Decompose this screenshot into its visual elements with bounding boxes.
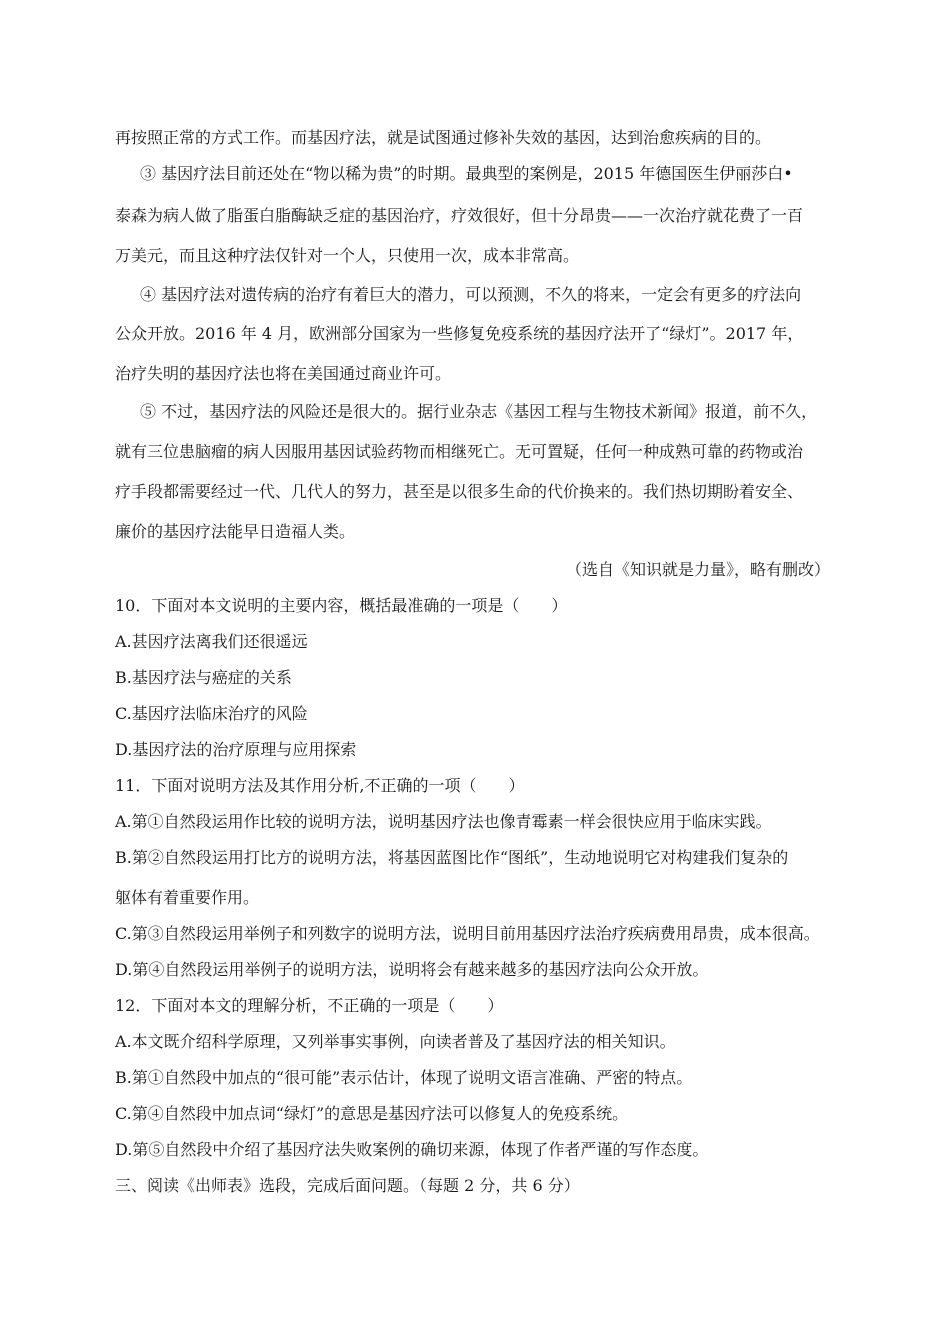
section-3-heading: 三、阅读《出师表》选段，完成后面问题。（每题 2 分，共 6 分）: [115, 1176, 580, 1195]
question-10-option-d: D.基因疗法的治疗原理与应用探索: [115, 740, 357, 759]
question-11-option-a: A.第①自然段运用作比较的说明方法，说明基因疗法也像青霉素一样会很快应用于临床实践。: [115, 812, 772, 831]
passage-paragraph-3-line-2: 泰森为病人做了脂蛋白脂酶缺乏症的基因治疗，疗效很好，但十分昂贵——一次治疗就花费了一百: [115, 206, 804, 225]
question-11-option-d: D.第④自然段运用举例子的说明方法，说明将会有越来越多的基因疗法向公众开放。: [115, 960, 709, 979]
question-11-stem: 11．下面对说明方法及其作用分析,不正确的一项（ ）: [115, 776, 525, 795]
passage-paragraph-5-line-4: 廉价的基因疗法能早日造福人类。: [115, 522, 356, 541]
question-12-option-b: B.第①自然段中加点的“很可能”表示估计，体现了说明文语言准确、严密的特点。: [115, 1068, 693, 1087]
question-12-option-c: C.第④自然段中加点词“绿灯”的意思是基因疗法可以修复人的免疫系统。: [115, 1104, 629, 1123]
question-10-option-b: B.基因疗法与癌症的关系: [115, 668, 292, 687]
question-10-stem: 10．下面对本文说明的主要内容，概括最准确的一项是（ ）: [115, 596, 568, 615]
passage-paragraph-5-line-2: 就有三位患脑瘤的病人因服用基因试验药物而相继死亡。无可置疑，任何一种成熟可靠的药物或治: [115, 442, 804, 461]
passage-source: （选自《知识就是力量》，略有删改）: [565, 560, 830, 579]
question-12-option-d: D.第⑤自然段中介绍了基因疗法失败案例的确切来源，体现了作者严谨的写作态度。: [115, 1140, 709, 1159]
passage-paragraph-4-line-1: ④ 基因疗法对遗传病的治疗有着巨大的潜力，可以预测，不久的将来，一定会有更多的疗法向: [140, 285, 802, 304]
question-11-option-b-line-1: B.第②自然段运用打比方的说明方法，将基因蓝图比作“图纸”，生动地说明它对构建我们复杂的: [115, 848, 789, 867]
question-11-option-b-line-2: 躯体有着重要作用。: [115, 888, 260, 907]
question-10-option-a: A.甚因疗法离我们还很遥远: [115, 632, 308, 651]
question-12-option-a: A.本文既介绍科学原理，又列举事实事例，向读者普及了基因疗法的相关知识。: [115, 1032, 676, 1051]
question-11-option-c: C.第③自然段运用举例子和列数字的说明方法，说明目前用基因疗法治疗疾病费用昂贵，成本很高。: [115, 924, 820, 943]
passage-paragraph-4-line-2: 公众开放。2016 年 4 月，欧洲部分国家为一些修复免疫系统的基因疗法开了“绿灯”。2017 年，: [115, 324, 804, 343]
passage-paragraph-5-line-3: 疗手段都需要经过一代、几代人的努力，甚至是以很多生命的代价换来的。我们热切期盼着安全、: [115, 482, 804, 501]
passage-paragraph-5-line-1: ⑤ 不过，基因疗法的风险还是很大的。据行业杂志《基因工程与生物技术新闻》报道，前不久，: [140, 402, 818, 421]
passage-paragraph-4-line-3: 治疗失明的基因疗法也将在美国通过商业许可。: [115, 364, 452, 383]
passage-paragraph-3-line-3: 万美元，而且这种疗法仅针对一个人，只使用一次，成本非常高。: [115, 246, 580, 265]
passage-paragraph-2-tail: 再按照正常的方式工作。而基因疗法，就是试图通过修补失效的基因，达到治愈疾病的目的。: [115, 128, 772, 147]
passage-paragraph-3-line-1: ③ 基因疗法目前还处在“物以稀为贵”的时期。最典型的案例是，2015 年德国医生伊丽莎白•: [140, 164, 793, 183]
question-12-stem: 12．下面对本文的理解分析，不正确的一项是（ ）: [115, 996, 504, 1015]
question-10-option-c: C.基因疗法临床治疗的风险: [115, 704, 308, 723]
